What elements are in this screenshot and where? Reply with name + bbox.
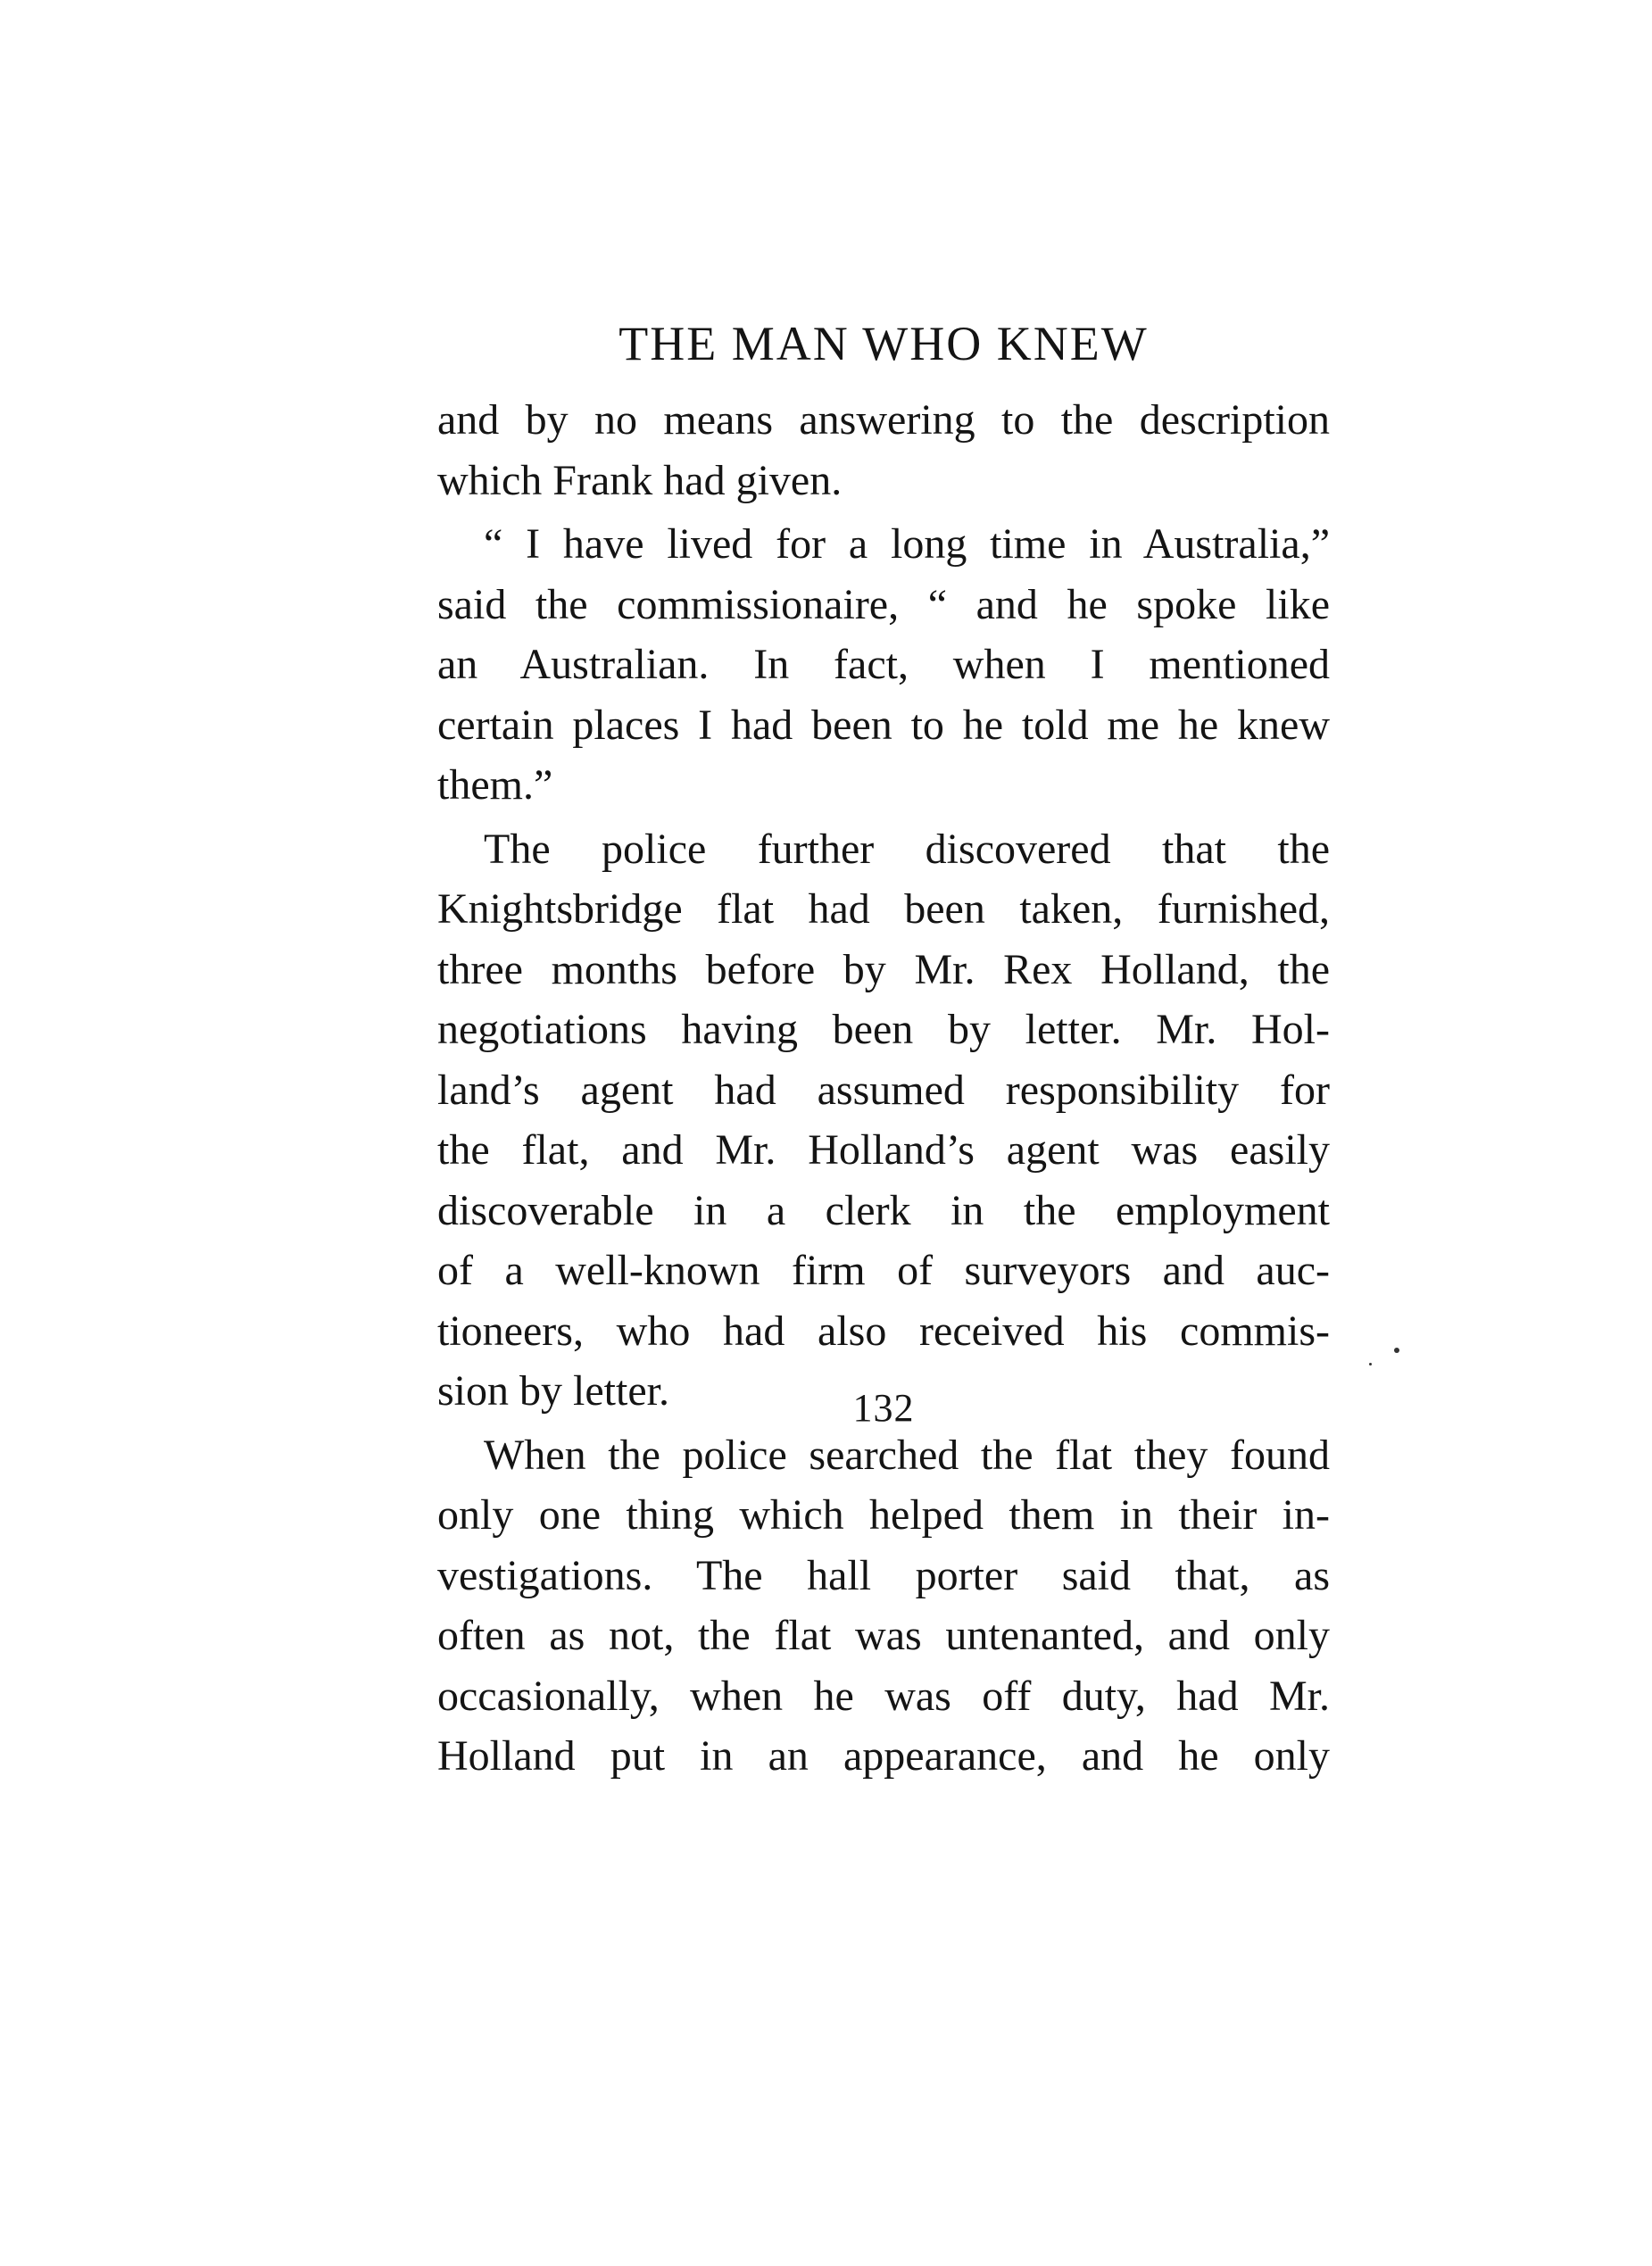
text-line: The police further discovered that the	[484, 825, 1330, 873]
text-line: which Frank had given.	[437, 456, 843, 504]
text-line: them.”	[437, 761, 553, 809]
text-line: certain places I had been to he told me he knew	[437, 701, 1330, 749]
text-line: land’s agent had assumed responsibility for	[437, 1066, 1330, 1114]
paragraph	[437, 514, 1330, 816]
paragraph	[437, 1425, 1330, 1787]
text-line: When the police searched the flat they found	[484, 1431, 1330, 1479]
print-speck	[1369, 1363, 1372, 1365]
text-line: said the commissionaire, “ and he spoke like	[437, 580, 1330, 628]
running-head: THE MAN WHO KNEW	[618, 317, 1149, 370]
text-line: discoverable in a clerk in the employment	[437, 1186, 1330, 1234]
text-line: negotiations having been by letter. Mr. Hol-	[437, 1006, 1330, 1053]
text-line: vestigations. The hall porter said that, as	[437, 1551, 1330, 1599]
text-line: Holland put in an appearance, and he only	[437, 1732, 1330, 1780]
text-line: and by no means answering to the description	[437, 396, 1330, 444]
text-line: “ I have lived for a long time in Australia,”	[484, 520, 1330, 568]
text-line: sion by letter.	[437, 1367, 669, 1415]
text-line: only one thing which helped them in their in-	[437, 1491, 1330, 1539]
body-text	[437, 390, 1330, 1787]
paragraph	[437, 390, 1330, 510]
page-number: 132	[852, 1386, 915, 1430]
paragraph	[437, 819, 1330, 1422]
text-line: Knightsbridge flat had been taken, furnished,	[437, 885, 1330, 933]
text-line: often as not, the flat was untenanted, and only	[437, 1612, 1330, 1659]
text-line: of a well-known firm of surveyors and auc-	[437, 1247, 1330, 1294]
text-line: an Australian. In fact, when I mentioned	[437, 641, 1330, 688]
print-speck	[1394, 1348, 1399, 1353]
text-line: three months before by Mr. Rex Holland, the	[437, 945, 1330, 993]
text-line: the flat, and Mr. Holland’s agent was easily	[437, 1126, 1330, 1174]
text-line: occasionally, when he was off duty, had Mr.	[437, 1672, 1330, 1720]
text-line: tioneers, who had also received his commis-	[437, 1307, 1330, 1355]
